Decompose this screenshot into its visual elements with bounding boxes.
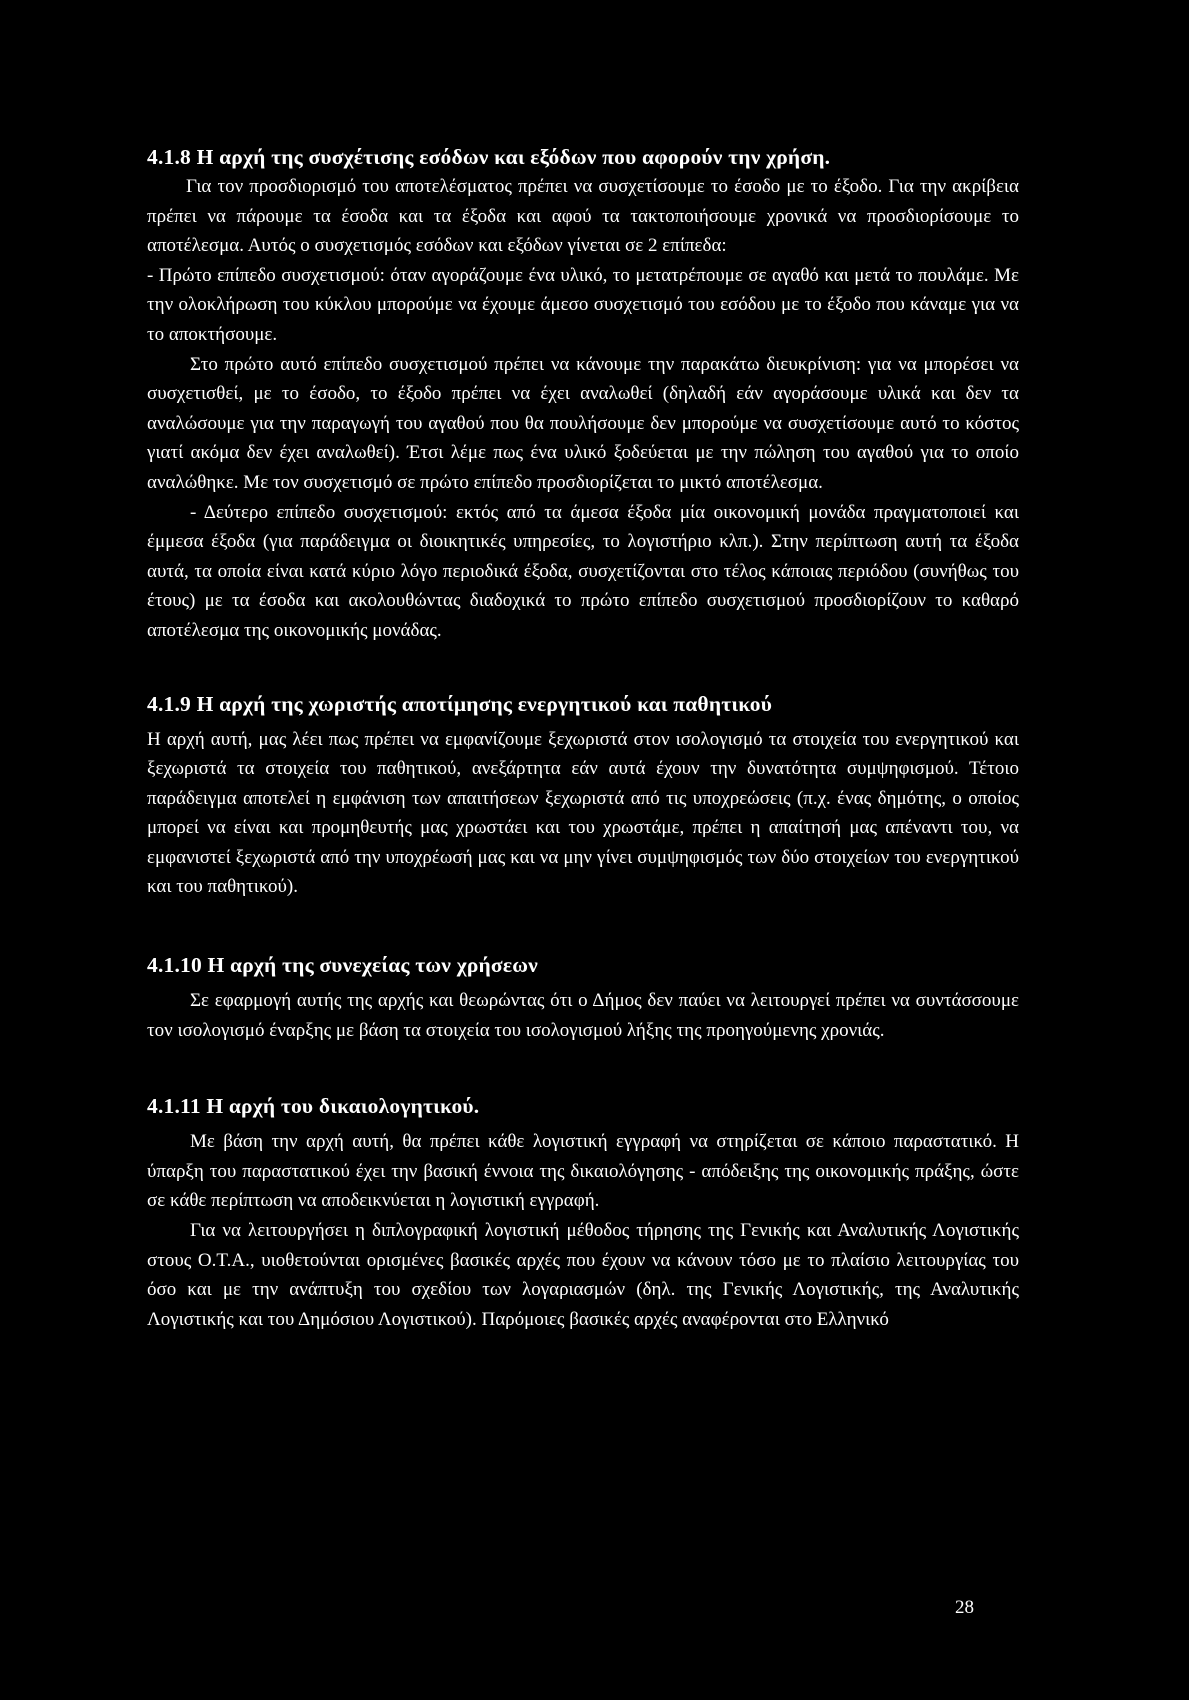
section-spacer [147,1045,1019,1091]
paragraph-4-1-8-first-level: - Πρώτο επίπεδο συσχετισμού: όταν αγοράζουμε ένα υλικό, το μετατρέπουμε σε αγαθό και μετά το πουλάμε. Με την ολοκλήρωση του κύκλου μπορούμε να έχουμε άμεσο συσχετισμό του εσόδου με το έξοδο που κάναμε για να το αποκτήσουμε. [147,264,1019,345]
section-heading-4-1-10: 4.1.10 Η αρχή της συνεχείας των χρήσεων [147,953,538,978]
paragraph-4-1-11-intro: Με βάση την αρχή αυτή, θα πρέπει κάθε λογιστική εγγραφή να στηρίζεται σε κάποιο παραστατικό. Η ύπαρξη του παραστατικού έχει την βασική έννοια της δικαιολόγησης - απόδειξης της οικονομικής πράξης, ώστε σε κάθε περίπτωση να αποδεικνύεται η λογιστική εγγραφή. [147,1131,1019,1212]
paragraph-4-1-8-second-level: - Δεύτερο επίπεδο συσχετισμού: εκτός από τα άμεσα έξοδα μία οικονομική μονάδα πραγματοποιεί και έμμεσα έξοδα (για παράδειγμα οι διοικητικές υπηρεσίες, το λογιστήριο κλπ.). Στην περίπτωση αυτή τα έξοδα αυτά, τα οποία είναι κατά κύριο λόγο περιοδικά έξοδα, συσχετίζονται στο τέλος κάποιας περιόδου (συνήθως του έτους) με τα έσοδα και ακολουθώντας διαδοχικά το πρώτο επίπεδο συσχετισμού προσδιορίζουν το καθαρό αποτέλεσμα της οικονομικής μονάδας. [147,501,1019,641]
section-heading-4-1-11: 4.1.11 Η αρχή του δικαιολογητικού. [147,1094,480,1119]
paragraph-4-1-8-intro: Για τον προσδιορισμό του αποτελέσματος πρέπει να συσχετίσουμε το έσοδο με το έξοδο. Για την ακρίβεια πρέπει να πάρουμε τα έσοδα και τα έξοδα και αφού τα τακτοποιήσουμε χρονικά να προσδιορίσουμε το αποτέλεσμα. Αυτός ο συσχετισμός εσόδων και εξόδων γίνεται σε 2 επίπεδα: [147,176,1019,257]
paragraph-4-1-9: Η αρχή αυτή, μας λέει πως πρέπει να εμφανίζουμε ξεχωριστά στον ισολογισμό τα στοιχεία του ενεργητικού και ξεχωριστά τα στοιχεία του παθητικού, ανεξάρτητα εάν αυτά έχουν την δυνατότητα συμψηφισμού. Τέτοιο παράδειγμα αποτελεί η εμφάνιση των απαιτήσεων ξεχωριστά από τις υποχρεώσεις (π.χ. ένας δημότης, ο οποίος μπορεί να είναι και προμηθευτής μας χρωστάει και του χρωστάμε, πρέπει η απαίτησή μας απέναντι του, να εμφανιστεί ξεχωριστά από την υποχρέωσή μας και να μην γίνει συμψηφισμός των δύο στοιχείων του ενεργητικού και του παθητικού). [147,728,1019,898]
section-heading-4-1-8: 4.1.8 Η αρχή της συσχέτισης εσόδων και εξόδων που αφορούν την χρήση. [147,145,831,169]
page-number: 28 [955,1597,974,1618]
paragraph-4-1-11-continued: Για να λειτουργήσει η διπλογραφική λογιστική μέθοδος τήρησης της Γενικής και Αναλυτικής Λογιστικής στους Ο.Τ.Α., υιοθετούνται ορισμένες βασικές αρχές που έχουν να κάνουν τόσο με το πλαίσιο λειτουργίας του όσο και με την ανάπτυξη του σχεδίου των λογαριασμών (δηλ. της Γενικής Λογιστικής, της Αναλυτικής Λογιστικής και του Δημόσιου Λογιστικού). Παρόμοιες βασικές αρχές αναφέρονται στο Ελληνικό [147,1220,1019,1330]
section-heading-4-1-9: 4.1.9 Η αρχή της χωριστής αποτίμησης ενεργητικού και παθητικού [147,691,773,716]
document-page [147,142,1019,1334]
section-spacer [147,646,1019,689]
paragraph-4-1-8-first-level-detail: Στο πρώτο αυτό επίπεδο συσχετισμού πρέπει να κάνουμε την παρακάτω διευκρίνιση: για να μπορέσει να συσχετισθεί, με το έσοδο, το έξοδο πρέπει να έχει αναλωθεί (δηλαδή εάν αγοράσουμε υλικά και δεν τα αναλώσουμε για την παραγωγή του αγαθού που θα πουλήσουμε δεν μπορούμε να συσχετίσουμε αυτό το κόστος γιατί ακόμα δεν έχει αναλωθεί). Έτσι λέμε πως ένα υλικό ξοδεύεται με την πώληση του αγαθού για το οποίο αναλώθηκε. Με τον συσχετισμό σε πρώτο επίπεδο προσδιορίζεται το μικτό αποτέλεσμα. [147,353,1019,493]
section-spacer [147,902,1019,950]
paragraph-4-1-10: Σε εφαρμογή αυτής της αρχής και θεωρώντας ότι ο Δήμος δεν παύει να λειτουργεί πρέπει να συντάσσουμε τον ισολογισμό έναρξης με βάση τα στοιχεία του ισολογισμού λήξης της προηγούμενης χρονιάς. [147,990,1019,1041]
